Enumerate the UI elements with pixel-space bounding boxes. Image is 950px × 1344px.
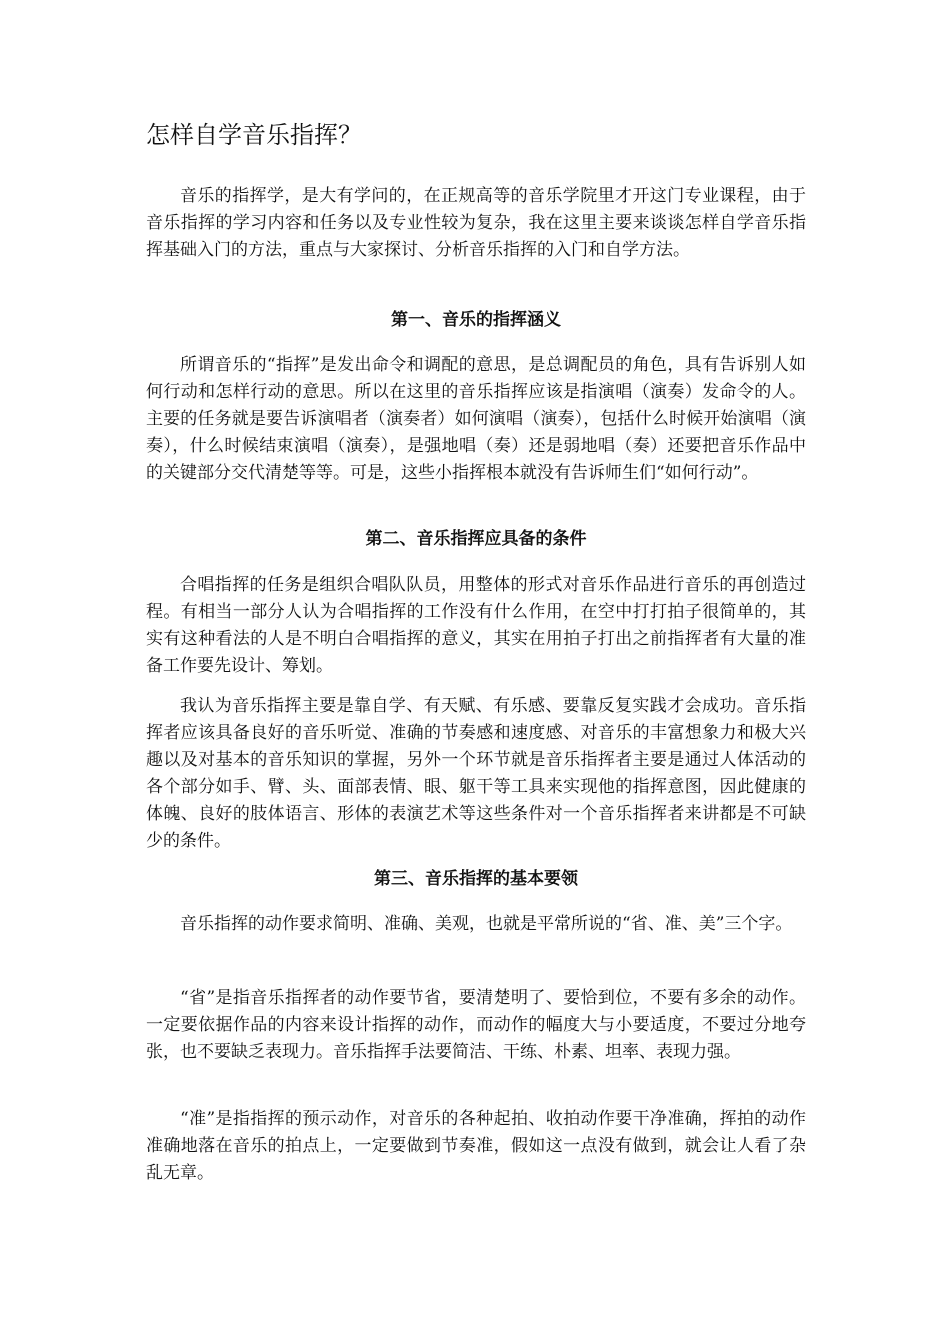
section-heading-3: 第三、音乐指挥的基本要领: [374, 869, 578, 889]
section-2-paragraph-1: 合唱指挥的任务是组织合唱队队员，用整体的形式对音乐作品进行音乐的再创造过程。有相当一部分人认为合唱指挥的工作没有什么作用，在空中打打拍子很简单的，其实有这种看法的人是不明白合唱指挥的意义，其实在用拍子打出之前指挥者有大量的准备工作要先设计、筹划。: [146, 575, 806, 676]
section-3-paragraph-1: 音乐指挥的动作要求简明、准确、美观，也就是平常所说的“省、准、美”三个字。: [180, 914, 793, 934]
section-1-paragraph-1: 所谓音乐的“指挥”是发出命令和调配的意思，是总调配员的角色，具有告诉别人如何行动和怎样行动的意思。所以在这里的音乐指挥应该是指演唱（演奏）发命令的人。主要的任务就是要告诉演唱者（演奏者）如何演唱（演奏），包括什么时候开始演唱（演奏），什么时候结束演唱（演奏），是强地唱（奏）还是弱地唱（奏）还要把音乐作品中的关键部分交代清楚等等。可是，这些小指挥根本就没有告诉师生们“如何行动”。: [146, 355, 806, 483]
intro-paragraph: 音乐的指挥学，是大有学问的，在正规高等的音乐学院里才开这门专业课程，由于音乐指挥的学习内容和任务以及专业性较为复杂，我在这里主要来谈谈怎样自学音乐指挥基础入门的方法，重点与大家探讨、分析音乐指挥的入门和自学方法。: [146, 186, 806, 260]
section-2-paragraph-2: 我认为音乐指挥主要是靠自学、有天赋、有乐感、要靠反复实践才会成功。音乐指挥者应该具备良好的音乐听觉、准确的节奏感和速度感、对音乐的丰富想象力和极大兴趣以及对基本的音乐知识的掌握，另外一个环节就是音乐指挥者主要是通过人体活动的各个部分如手、臂、头、面部表情、眼、躯干等工具来实现他的指挥意图，因此健康的体魄、良好的肢体语言、形体的表演艺术等这些条件对一个音乐指挥者来讲都是不可缺少的条件。: [146, 696, 806, 851]
section-3-paragraph-3: “准”是指指挥的预示动作，对音乐的各种起拍、收拍动作要干净准确，挥拍的动作准确地落在音乐的拍点上，一定要做到节奏准，假如这一点没有做到，就会让人看了杂乱无章。: [146, 1109, 806, 1183]
section-heading-1: 第一、音乐的指挥涵义: [391, 310, 561, 330]
section-3-paragraph-2: “省”是指音乐指挥者的动作要节省，要清楚明了、要恰到位，不要有多余的动作。一定要依据作品的内容来设计指挥的动作，而动作的幅度大与小要适度，不要过分地夸张，也不要缺乏表现力。音乐指挥手法要简洁、干练、朴素、坦率、表现力强。: [146, 988, 806, 1062]
section-heading-2: 第二、音乐指挥应具备的条件: [365, 529, 587, 549]
page-title: 怎样自学音乐指挥？: [146, 121, 362, 149]
